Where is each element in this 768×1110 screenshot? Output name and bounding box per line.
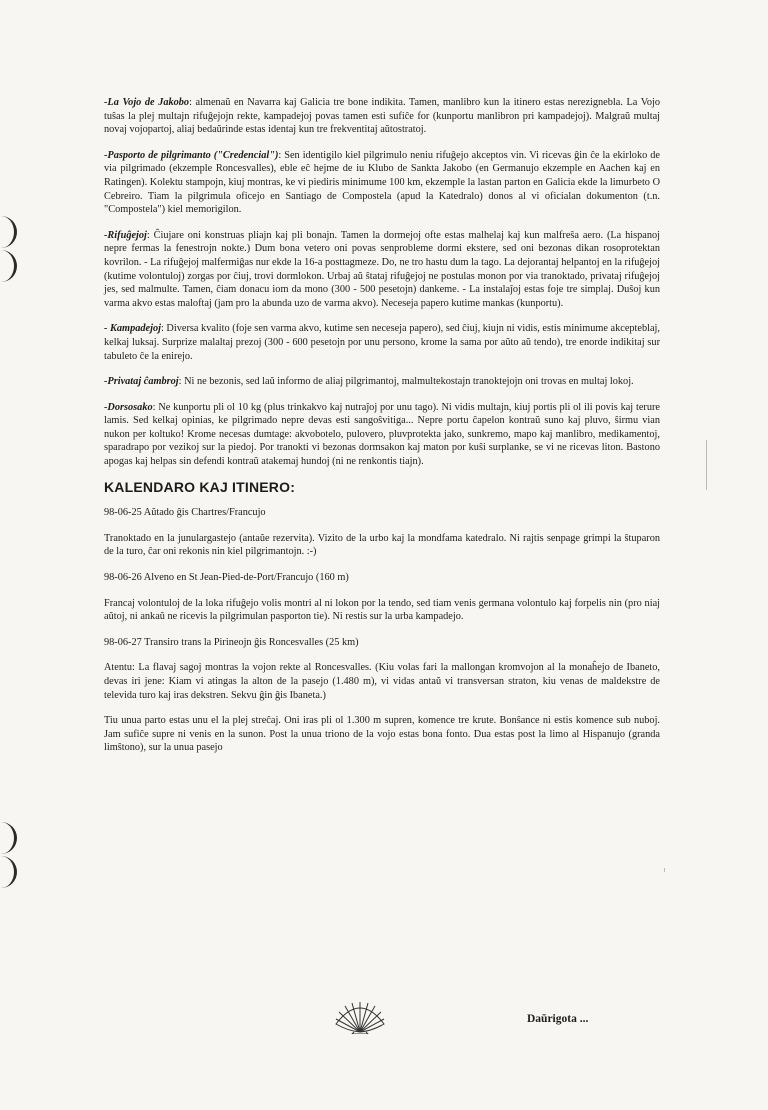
section-kampadejoj bbox=[104, 322, 660, 363]
entry-body: Francaj volontuloj de la loka rifuĝejo volis montri al ni lokon por la tendo, sed tiam venis germana volontulo kaj forpelis nin (pro niaj aŭtoj, ni ankaŭ ne ricevis la pilgrimulan pasporton tie). Ni restis sur la urba kampadejo. bbox=[104, 597, 660, 623]
section-rifugejoj bbox=[104, 229, 660, 311]
section-vojo bbox=[104, 96, 660, 137]
continued-note: Daŭrigota ... bbox=[527, 1013, 589, 1025]
entry-date-heading: 98-06-25 Aŭtado ĝis Chartres/Francujo bbox=[104, 507, 266, 519]
section-lead: -Pasporto de pilgrimanto ("Credencial") bbox=[104, 149, 279, 161]
entry-date-heading: 98-06-27 Transiro trans la Pirineojn ĝis Roncesvalles (25 km) bbox=[104, 636, 359, 648]
closing-paragraph: Tiu unua parto estas unu el la plej streĉaj. Oni iras pli ol 1.300 m supren, komence tre krute. Bonŝance ni estis komence sub nuboj. Jam sufiĉe supre ni venis en la sunon. Post la unua triono de la vojo estas bona fonto. Dua estas post la limo al Hispanujo (granda limŝtono), sur la unua pasejo bbox=[104, 715, 660, 754]
scan-speck bbox=[706, 440, 707, 490]
punch-hole-mark bbox=[0, 822, 17, 854]
entry-date-heading: 98-06-26 Alveno en St Jean-Pied-de-Port/Francujo (160 m) bbox=[104, 572, 349, 584]
punch-hole-mark bbox=[0, 250, 17, 282]
scan-speck bbox=[664, 868, 665, 872]
section-text: : Ĉiujare oni konstruas pliajn kaj pli bonajn. Tamen la dormejoj ofte estas malhelaj kaj kun malfreŝa aero. (La hispanoj nepre fermas la fenestrojn nokte.) Dum bona vetero oni povas senprobleme dormi ekstere, sed oni bezonas dikan rosoprotektan kovrilon. - La rifuĝejoj malfermiĝas nur ekde la 16-a posttagmeze. Do, ne tro hastu dum la tago. La dejorantaj helpantoj en la rifuĝejoj (kutime volontuloj) zorgas por ĉiuj, trovi dormlokon. Urbaj aŭ ŝtataj rifuĝejoj ne postulas monon por via tranoktado, privataj rifuĝejoj jes, sed malmulte. Tamen, ĉiam donacu iom da mono (300 - 500 pesetojn) dankeme. - La instalaĵoj estas foje tre simplaj. Duŝoj kun varma akvo estas maloftaj (jam pro la abunda uzo de varma akvo). Neceseja papero kutime mankas (kunportu). bbox=[104, 229, 660, 309]
punch-hole-mark bbox=[0, 216, 17, 248]
section-lead: -La Vojo de Jakobo bbox=[104, 97, 190, 108]
section-pasporto bbox=[104, 149, 660, 217]
calendar-heading: KALENDARO KAJ ITINERO: bbox=[104, 478, 296, 495]
section-lead: -Rifuĝejoj bbox=[104, 229, 147, 241]
section-text: : Ni ne bezonis, sed laŭ informo de aliaj pilgrimantoj, malmultekostajn tranoktejojn oni trovas en multaj lokoj. bbox=[178, 376, 634, 388]
section-privataj-cambroj bbox=[104, 375, 660, 389]
document-page bbox=[104, 96, 660, 767]
entry-body: Tranoktado en la junulargastejo (antaŭe rezervita). Vizito de la urbo kaj la mondfama katedralo. Ni rajtis senpage grimpi la ŝtuparon de la turo, ĉar oni rekonis nin kiel pilgrimantojn. :-) bbox=[104, 532, 660, 558]
section-text: : almenaŭ en Navarra kaj Galicia tre bone indikita. Tamen, manlibro kun la itinero estas nerezignebla. La Vojo tuŝas la plej multajn rifuĝejojn rekte, kampadejoj povas tamen esti sufiĉe for (kunportu manlibron pri kampadejoj). Malgraŭ multaj novaj vojopartoj, aliaj bedaŭrinde estas identaj kun tre frekventitaj aŭtostratoj. bbox=[104, 97, 660, 136]
page-footer bbox=[0, 998, 768, 1038]
section-text: : Ne kunportu pli ol 10 kg (plus trinkakvo kaj nutraĵoj por unu tago). Ni vidis multajn, kiuj portis pli ol ili povis kaj terure lamis. Sed kelkaj opinias, ke pilgrimado nepre devas esti sangoŝvitiga... Nepre portu ĉapelon kontraŭ suno kaj pluvo, ŝirmu vian nukon per koltuko! Krome necesas dumtage: akvobotelo, pulovero, pluvprotekta jako, sunkremo, mapo kaj manlibro, medikamentoj, sparadrapo por vezikoj sur la piedoj. Por tranokti vi bezonas dormsakon kaj maton por kuŝi surplanke, se vi ne ricevas liton. Bastono apogas kaj helpas sin defendi kontraŭ atakemaj hundoj (ni ne renkontis tiajn). bbox=[104, 401, 660, 468]
entry-body: Atentu: La flavaj sagoj montras la vojon rekte al Roncesvalles. (Kiu volas fari la mallongan kromvojon al la monaĥejo de Ibaneto, devas iri jene: Kiam vi atingas la alton de la pasejo (1.480 m), vi vidas antaŭ vi transversan straton, kiu venas de maldekstre de televida turo kaj iras dekstren. Sekvu ĝin ĝis Ibaneta.) bbox=[104, 662, 660, 701]
section-lead: -Privataj ĉambroj bbox=[104, 376, 179, 388]
section-text: : Diversa kvalito (foje sen varma akvo, kutime sen neceseja papero), sed ĉiuj, kiujn ni vidis, estis minimume akcepteblaj, kelkaj luksaj. Surprize malaltaj prezoj (300 - 600 pesetojn por unu persono, krome la sama por aŭto aŭ tendo), tre enorde indikitaj sur tabuleto ĉe la enirejo. bbox=[104, 323, 660, 362]
punch-hole-mark bbox=[0, 856, 17, 888]
section-lead: -Dorsosako bbox=[104, 401, 153, 413]
section-text: : Sen identigilo kiel pilgrimulo neniu rifuĝejo akceptos vin. Vi ricevas ĝin ĉe la ekirloko de via pilgrimado (ekzemple Roncesvalles), eble eĉ hejme de iu Klubo de Sankta Jakobo (en Germanujo ekzemple en Aachen kaj en Ratingen). Kolektu stampojn, kiuj montras, ke vi piediris minimume 100 km, ekzemple la lastan parton en Galicia ekde la limurbeto O Cebreiro. Tiam la pilgrimula oficejo en Santiago de Compostela (apud la Katedralo) donos al vi oficialan dokumenton (t.n. "Compostela") kiel memorigilon. bbox=[104, 149, 660, 216]
section-dorsosako bbox=[104, 401, 660, 469]
section-lead: - Kampadejoj bbox=[104, 323, 161, 335]
scallop-shell-icon bbox=[330, 998, 390, 1034]
